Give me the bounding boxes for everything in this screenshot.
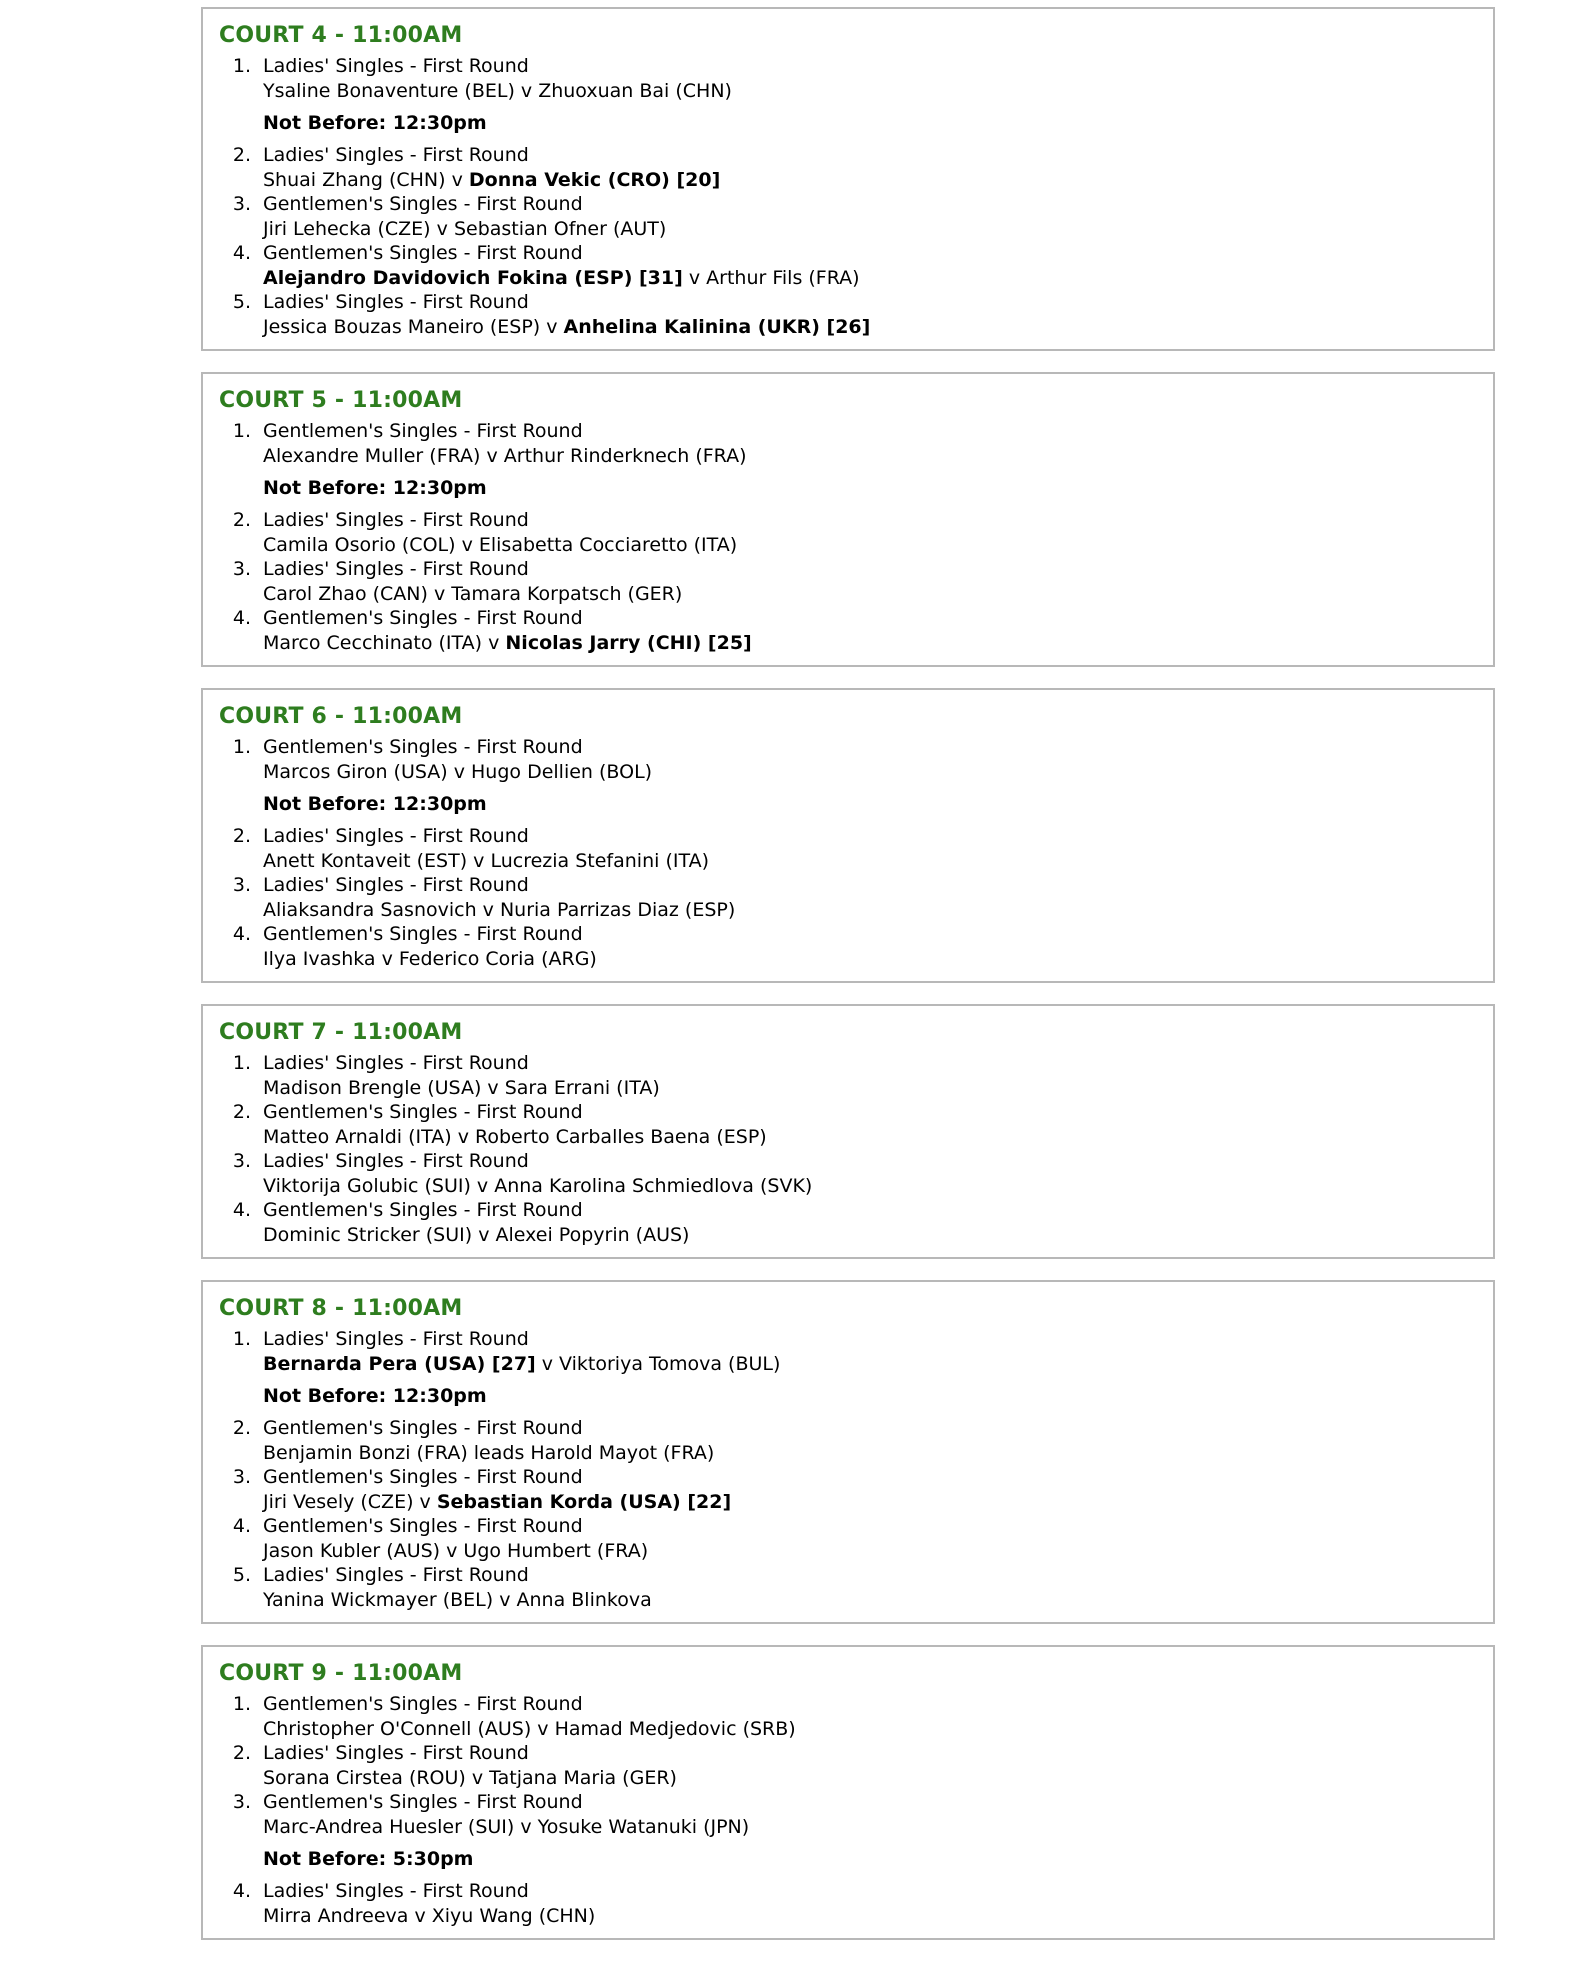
match-separator: v xyxy=(465,1766,490,1789)
match-separator: v xyxy=(440,1539,464,1562)
match-item xyxy=(219,1100,1477,1149)
match-item xyxy=(219,1051,1477,1100)
match-players xyxy=(263,1490,1477,1515)
match-separator: v xyxy=(430,217,454,240)
match-separator: v xyxy=(682,266,707,289)
player-name: Matteo Arnaldi (ITA) xyxy=(263,1125,452,1148)
match-separator: v xyxy=(481,1076,505,1099)
match-number: 1. xyxy=(232,1693,251,1715)
match-event: Ladies' Singles - First Round xyxy=(263,509,529,531)
player-name: Bernarda Pera (USA) [27] xyxy=(263,1352,536,1375)
match-number: 1. xyxy=(232,55,251,77)
match-item xyxy=(219,241,1477,290)
match-number: 2. xyxy=(232,1742,251,1764)
player-name: Anna Karolina Schmiedlova (SVK) xyxy=(494,1174,813,1197)
match-separator: v xyxy=(445,168,469,191)
player-name: Viktoriya Tomova (BUL) xyxy=(559,1352,781,1375)
court-title: COURT 5 - 11:00AM xyxy=(219,388,463,413)
court-title: COURT 8 - 11:00AM xyxy=(219,1296,463,1321)
player-name: Shuai Zhang (CHN) xyxy=(263,168,446,191)
match-separator: v xyxy=(480,444,504,467)
match-number: 2. xyxy=(232,509,251,531)
player-name: Mirra Andreeva xyxy=(263,1904,409,1927)
court-block xyxy=(201,688,1495,983)
player-name: Federico Coria (ARG) xyxy=(398,947,597,970)
match-event: Ladies' Singles - First Round xyxy=(263,1052,529,1074)
player-name: Sebastian Korda (USA) [22] xyxy=(436,1490,732,1513)
match-players xyxy=(263,315,1477,340)
match-separator: v xyxy=(514,1815,538,1838)
player-name: Viktorija Golubic (SUI) xyxy=(263,1174,471,1197)
match-players xyxy=(263,168,1477,193)
match-players xyxy=(263,79,1477,104)
player-name: Jason Kubler (AUS) xyxy=(263,1539,441,1562)
court-title: COURT 4 - 11:00AM xyxy=(219,23,463,48)
player-name: Xiyu Wang (CHN) xyxy=(431,1904,596,1927)
match-number: 2. xyxy=(232,825,251,847)
player-name: Ysaline Bonaventure (BEL) xyxy=(263,79,515,102)
player-name: Alexandre Muller (FRA) xyxy=(263,444,481,467)
match-number: 4. xyxy=(232,1515,251,1537)
match-separator: leads xyxy=(467,1441,531,1464)
not-before-note: Not Before: 12:30pm xyxy=(263,793,487,815)
match-item xyxy=(219,735,1477,784)
match-players xyxy=(263,217,1477,242)
match-item xyxy=(219,1465,1477,1514)
match-players xyxy=(263,533,1477,558)
player-name: Yosuke Watanuki (JPN) xyxy=(537,1815,750,1838)
match-separator: v xyxy=(540,315,564,338)
player-name: Marco Cecchinato (ITA) xyxy=(263,631,483,654)
player-name: Harold Mayot (FRA) xyxy=(530,1441,715,1464)
match-players xyxy=(263,1352,1477,1377)
match-number: 1. xyxy=(232,1328,251,1350)
match-separator: v xyxy=(427,582,452,605)
match-players xyxy=(263,1815,1477,1840)
match-item xyxy=(219,557,1477,606)
match-number: 1. xyxy=(232,420,251,442)
match-number: 3. xyxy=(232,1466,251,1488)
match-event: Ladies' Singles - First Round xyxy=(263,291,529,313)
match-number: 4. xyxy=(232,1880,251,1902)
player-name: Roberto Carballes Baena (ESP) xyxy=(475,1125,767,1148)
match-item xyxy=(219,1879,1477,1928)
player-name: Nicolas Jarry (CHI) [25] xyxy=(505,631,752,654)
player-name: Elisabetta Cocciaretto (ITA) xyxy=(478,533,738,556)
court-block xyxy=(201,372,1495,667)
match-number: 3. xyxy=(232,874,251,896)
match-item xyxy=(219,1741,1477,1790)
player-name: Carol Zhao (CAN) xyxy=(263,582,428,605)
match-item xyxy=(219,1198,1477,1247)
match-separator: v xyxy=(447,760,472,783)
match-players xyxy=(263,1539,1477,1564)
match-separator: v xyxy=(531,1717,555,1740)
match-players xyxy=(263,631,1477,656)
match-separator: v xyxy=(408,1904,432,1927)
match-separator: v xyxy=(470,1174,495,1197)
match-number: 4. xyxy=(232,607,251,629)
court-block xyxy=(201,1645,1495,1940)
match-players xyxy=(263,760,1477,785)
match-number: 2. xyxy=(232,144,251,166)
match-item xyxy=(219,290,1477,339)
match-players xyxy=(263,947,1477,972)
player-name: Ugo Humbert (FRA) xyxy=(463,1539,649,1562)
player-name: Christopher O'Connell (AUS) xyxy=(263,1717,532,1740)
match-event: Gentlemen's Singles - First Round xyxy=(263,1791,583,1813)
player-name: Sara Errani (ITA) xyxy=(504,1076,660,1099)
player-name: Yanina Wickmayer (BEL) xyxy=(263,1588,494,1611)
match-number: 5. xyxy=(232,1564,251,1586)
match-separator: v xyxy=(476,898,500,921)
match-event: Gentlemen's Singles - First Round xyxy=(263,923,583,945)
match-number: 1. xyxy=(232,736,251,758)
match-players xyxy=(263,1904,1477,1929)
player-name: Zhuoxuan Bai (CHN) xyxy=(538,79,732,102)
player-name: Anett Kontaveit (EST) xyxy=(263,849,468,872)
match-item xyxy=(219,922,1477,971)
match-item xyxy=(219,1563,1477,1612)
player-name: Aliaksandra Sasnovich xyxy=(263,898,477,921)
match-number: 4. xyxy=(232,1199,251,1221)
match-players xyxy=(263,1076,1477,1101)
match-players xyxy=(263,1223,1477,1248)
match-players xyxy=(263,266,1477,291)
player-name: Anhelina Kalinina (UKR) [26] xyxy=(563,315,871,338)
match-players xyxy=(263,1174,1477,1199)
match-number: 3. xyxy=(232,558,251,580)
match-item xyxy=(219,606,1477,655)
player-name: Nuria Parrizas Diaz (ESP) xyxy=(499,898,736,921)
player-name: Alejandro Davidovich Fokina (ESP) [31] xyxy=(263,266,683,289)
match-event: Ladies' Singles - First Round xyxy=(263,825,529,847)
match-event: Gentlemen's Singles - First Round xyxy=(263,1515,583,1537)
match-event: Gentlemen's Singles - First Round xyxy=(263,420,583,442)
player-name: Arthur Rinderknech (FRA) xyxy=(503,444,747,467)
match-players xyxy=(263,582,1477,607)
match-separator: v xyxy=(455,533,479,556)
match-number: 4. xyxy=(232,242,251,264)
match-event: Ladies' Singles - First Round xyxy=(263,1328,529,1350)
not-before-note: Not Before: 12:30pm xyxy=(263,112,487,134)
match-event: Gentlemen's Singles - First Round xyxy=(263,1693,583,1715)
match-number: 3. xyxy=(232,1150,251,1172)
match-event: Ladies' Singles - First Round xyxy=(263,558,529,580)
match-separator: v xyxy=(493,1588,517,1611)
player-name: Arthur Fils (FRA) xyxy=(706,266,860,289)
player-name: Jiri Lehecka (CZE) xyxy=(263,217,431,240)
match-item xyxy=(219,54,1477,103)
match-event: Gentlemen's Singles - First Round xyxy=(263,193,583,215)
match-item xyxy=(219,1416,1477,1465)
match-number: 3. xyxy=(232,193,251,215)
player-name: Madison Brengle (USA) xyxy=(263,1076,482,1099)
match-event: Gentlemen's Singles - First Round xyxy=(263,1199,583,1221)
match-separator: v xyxy=(413,1490,437,1513)
match-item xyxy=(219,508,1477,557)
player-name: Jiri Vesely (CZE) xyxy=(263,1490,414,1513)
match-players xyxy=(263,1766,1477,1791)
match-players xyxy=(263,849,1477,874)
match-number: 5. xyxy=(232,291,251,313)
court-title: COURT 7 - 11:00AM xyxy=(219,1020,463,1045)
match-players xyxy=(263,1125,1477,1150)
player-name: Benjamin Bonzi (FRA) xyxy=(263,1441,468,1464)
court-title: COURT 9 - 11:00AM xyxy=(219,1661,463,1686)
not-before-note: Not Before: 12:30pm xyxy=(263,1385,487,1407)
match-separator: v xyxy=(482,631,506,654)
order-of-play xyxy=(201,7,1495,1961)
match-separator: v xyxy=(467,849,491,872)
match-item xyxy=(219,1692,1477,1741)
match-event: Ladies' Singles - First Round xyxy=(263,874,529,896)
match-event: Ladies' Singles - First Round xyxy=(263,1150,529,1172)
court-block xyxy=(201,1004,1495,1259)
match-players xyxy=(263,1588,1477,1613)
player-name: Tamara Korpatsch (GER) xyxy=(451,582,683,605)
player-name: Donna Vekic (CRO) [20] xyxy=(468,168,721,191)
match-separator: v xyxy=(472,1223,496,1246)
match-event: Gentlemen's Singles - First Round xyxy=(263,1101,583,1123)
player-name: Ilya Ivashka xyxy=(263,947,376,970)
match-players xyxy=(263,1441,1477,1466)
match-separator: v xyxy=(514,79,539,102)
match-item xyxy=(219,192,1477,241)
match-separator: v xyxy=(375,947,399,970)
player-name: Anna Blinkova xyxy=(516,1588,652,1611)
not-before-note: Not Before: 12:30pm xyxy=(263,477,487,499)
player-name: Marc-Andrea Huesler (SUI) xyxy=(263,1815,515,1838)
match-event: Ladies' Singles - First Round xyxy=(263,1880,529,1902)
match-number: 3. xyxy=(232,1791,251,1813)
match-item xyxy=(219,824,1477,873)
match-separator: v xyxy=(535,1352,560,1375)
match-item xyxy=(219,873,1477,922)
match-players xyxy=(263,1717,1477,1742)
match-number: 1. xyxy=(232,1052,251,1074)
player-name: Tatjana Maria (GER) xyxy=(489,1766,677,1789)
match-event: Ladies' Singles - First Round xyxy=(263,1742,529,1764)
match-event: Gentlemen's Singles - First Round xyxy=(263,607,583,629)
match-event: Gentlemen's Singles - First Round xyxy=(263,1417,583,1439)
match-event: Gentlemen's Singles - First Round xyxy=(263,242,583,264)
player-name: Alexei Popyrin (AUS) xyxy=(495,1223,690,1246)
match-number: 2. xyxy=(232,1101,251,1123)
court-title: COURT 6 - 11:00AM xyxy=(219,704,463,729)
player-name: Camila Osorio (COL) xyxy=(263,533,456,556)
match-event: Ladies' Singles - First Round xyxy=(263,1564,529,1586)
match-players xyxy=(263,444,1477,469)
player-name: Jessica Bouzas Maneiro (ESP) xyxy=(263,315,541,338)
match-number: 4. xyxy=(232,923,251,945)
match-number: 2. xyxy=(232,1417,251,1439)
player-name: Sebastian Ofner (AUT) xyxy=(453,217,667,240)
player-name: Marcos Giron (USA) xyxy=(263,760,448,783)
court-block xyxy=(201,7,1495,351)
match-item xyxy=(219,1149,1477,1198)
match-item xyxy=(219,143,1477,192)
match-item xyxy=(219,1790,1477,1839)
match-event: Gentlemen's Singles - First Round xyxy=(263,736,583,758)
player-name: Sorana Cirstea (ROU) xyxy=(263,1766,466,1789)
match-event: Ladies' Singles - First Round xyxy=(263,55,529,77)
player-name: Dominic Stricker (SUI) xyxy=(263,1223,473,1246)
not-before-note: Not Before: 5:30pm xyxy=(263,1848,474,1870)
match-separator: v xyxy=(451,1125,475,1148)
match-players xyxy=(263,898,1477,923)
match-item xyxy=(219,419,1477,468)
match-item xyxy=(219,1327,1477,1376)
match-event: Ladies' Singles - First Round xyxy=(263,144,529,166)
court-block xyxy=(201,1280,1495,1624)
match-event: Gentlemen's Singles - First Round xyxy=(263,1466,583,1488)
player-name: Hugo Dellien (BOL) xyxy=(471,760,653,783)
match-item xyxy=(219,1514,1477,1563)
player-name: Hamad Medjedovic (SRB) xyxy=(554,1717,796,1740)
player-name: Lucrezia Stefanini (ITA) xyxy=(490,849,709,872)
